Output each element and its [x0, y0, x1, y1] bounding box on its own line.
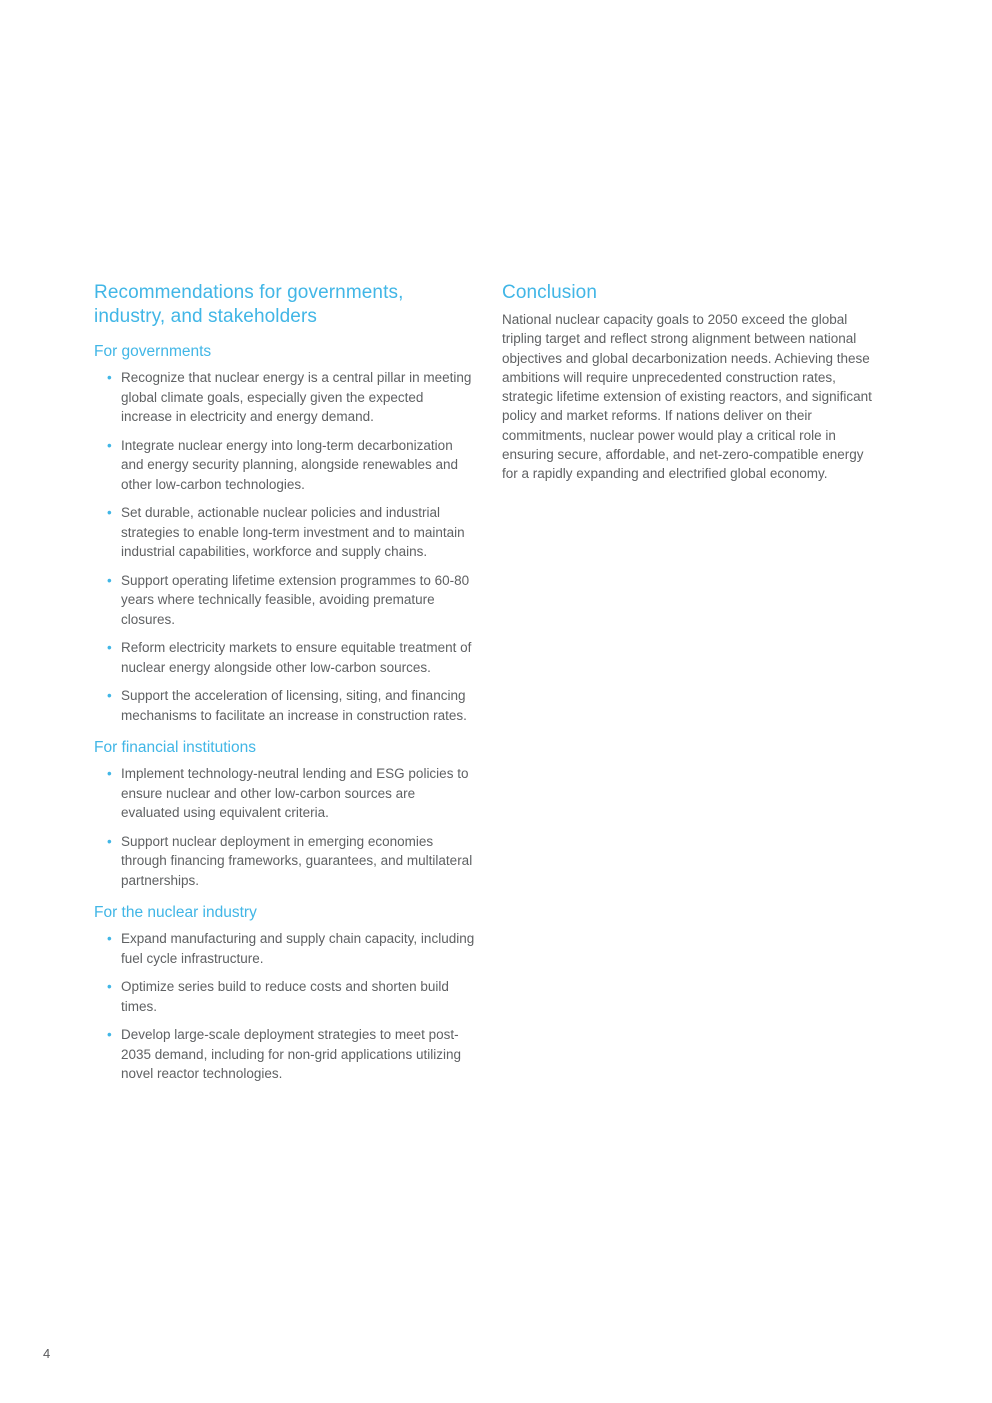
recommendations-section — [94, 281, 476, 1093]
conclusion-section — [502, 281, 882, 484]
subheading-for-nuclear-industry: For the nuclear industry — [94, 904, 257, 921]
bullet-item: • Develop large-scale deployment strategies to meet post-2035 demand, including for non-grid applications utilizing novel reactor technologies. — [94, 1025, 476, 1084]
bullet-item: • Set durable, actionable nuclear policies and industrial strategies to enable long-term investment and to maintain industrial capabilities, workforce and supply chains. — [94, 503, 476, 562]
bullet-item: • Recognize that nuclear energy is a central pillar in meeting global climate goals, especially given the expected increase in electricity and energy demand. — [94, 368, 476, 427]
subheading-for-governments: For governments — [94, 343, 212, 360]
bullet-item: • Support operating lifetime extension programmes to 60-80 years where technically feasible, avoiding premature closures. — [94, 571, 476, 630]
recommendations-title: Recommendations for governments, industry, and stakeholders — [94, 282, 404, 327]
bullet-item: • Support nuclear deployment in emerging economies through financing frameworks, guarantees, and multilateral partnerships. — [94, 832, 476, 891]
bullet-item: • Expand manufacturing and supply chain capacity, including fuel cycle infrastructure. — [94, 929, 476, 968]
bullet-list-nuclear-industry — [94, 929, 476, 1084]
bullet-item: • Optimize series build to reduce costs and shorten build times. — [94, 977, 476, 1016]
page-number: 4 — [43, 1346, 51, 1361]
bullet-item: • Implement technology-neutral lending and ESG policies to ensure nuclear and other low-carbon sources are evaluated using equivalent criteria. — [94, 764, 476, 823]
bullet-list-financial-institutions — [94, 764, 476, 890]
bullet-item: • Reform electricity markets to ensure equitable treatment of nuclear energy alongside other low-carbon sources. — [94, 638, 476, 677]
conclusion-title: Conclusion — [502, 282, 597, 303]
bullet-item: • Integrate nuclear energy into long-term decarbonization and energy security planning, alongside renewables and other low-carbon technologies. — [94, 436, 476, 495]
bullet-item: • Support the acceleration of licensing, siting, and financing mechanisms to facilitate an increase in construction rates. — [94, 686, 476, 725]
subheading-for-financial-institutions: For financial institutions — [94, 739, 256, 756]
bullet-list-governments — [94, 368, 476, 725]
conclusion-body: National nuclear capacity goals to 2050 exceed the global tripling target and reflect strong alignment between national objectives and global decarbonization needs. Achieving these ambitions will require unprecedented construction rates, strategic lifetime extension of existing reactors, and significant policy and market reforms. If nations deliver on their commitments, nuclear power would play a critical role in ensuring secure, affordable, and net-zero-compatible energy for a rapidly expanding and electrified global economy. — [502, 312, 872, 482]
